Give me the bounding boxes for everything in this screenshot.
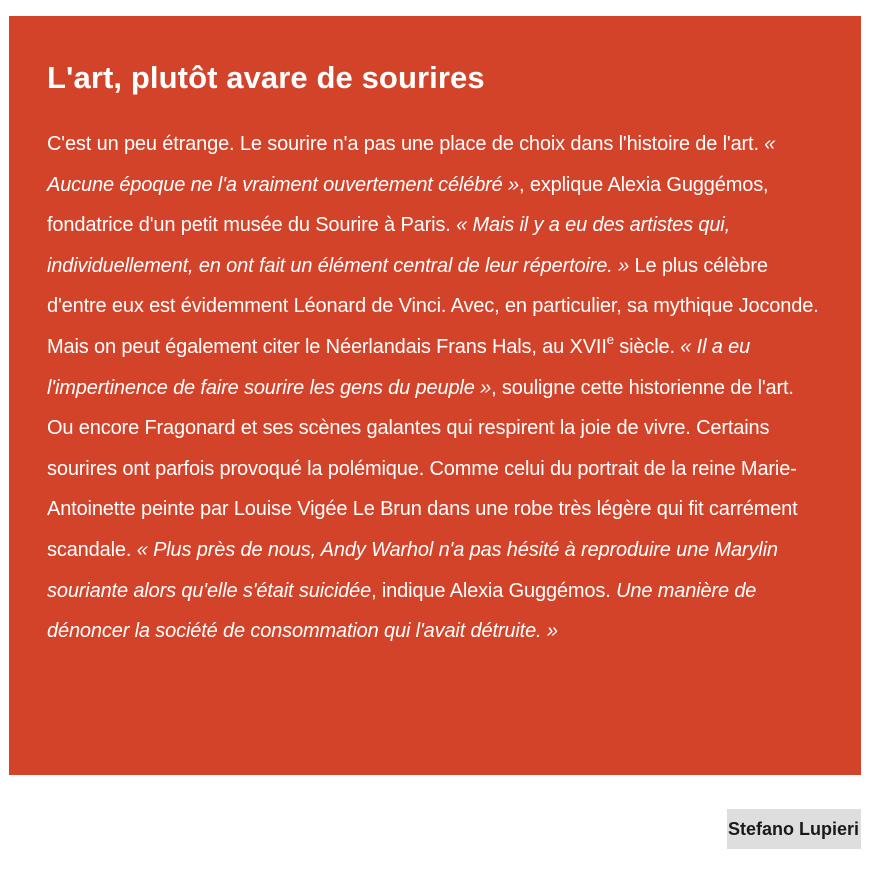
box-title: L'art, plutôt avare de sourires	[47, 60, 485, 95]
text-segment: C'est un peu étrange. Le sourire n'a pas une place de choix dans l'histoire de l'art.	[47, 133, 765, 155]
text-segment: , souligne cette historienne de l'art. Ou encore Fragonard et ses scènes galantes qui respirent la joie de vivre. Certains sourires ont parfois provoqué la polémique. Comme celui du portrait de la reine Marie-Antoinette peinte par Louise Vigée Le Brun dans une robe très légère qui fit carrément scandale.	[47, 376, 798, 561]
article-box	[9, 16, 861, 775]
quote-segment: Une manière de dénoncer la société de consommation qui l'avait détruite. »	[47, 579, 757, 643]
box-paragraph	[47, 124, 823, 652]
text-segment: Le plus célèbre d'entre eux est évidemment Léonard de Vinci. Avec, en particulier, sa mythique Joconde. Mais on peut également citer le Néerlandais Frans Hals, au XVII	[47, 254, 819, 358]
text-segment: , indique Alexia Guggémos.	[371, 579, 617, 602]
quote-segment: « Il a eu l'impertinence de faire sourire les gens du peuple »	[47, 335, 751, 399]
author-credit: Stefano Lupieri	[727, 809, 861, 849]
text-segment: , explique Alexia Guggémos, fondatrice d'un petit musée du Sourire à Paris.	[47, 173, 769, 237]
text-segment: siècle.	[613, 335, 681, 358]
quote-segment: « Aucune époque ne l'a vraiment ouvertement célébré »	[47, 133, 776, 196]
quote-segment: « Mais il y a eu des artistes qui, individuellement, en ont fait un élément central de leur répertoire. »	[47, 214, 730, 277]
superscript-e: e	[606, 331, 614, 347]
quote-segment: « Plus près de nous, Andy Warhol n'a pas hésité à reproduire une Marylin souriante alors qu'elle s'était suicidée	[47, 538, 778, 602]
